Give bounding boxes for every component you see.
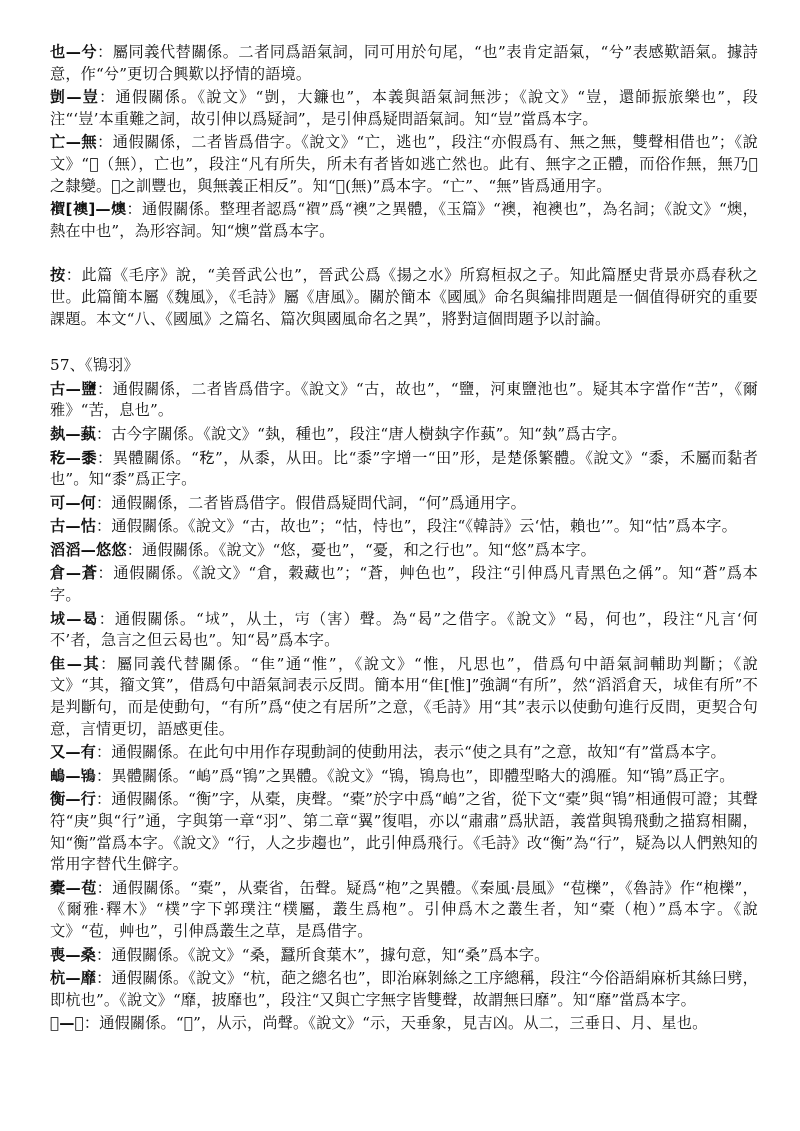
entry-body: ：異體關係。“𥝖”，从黍，从田。比“黍”字增一“田”形，是楚係繁體。《說文》“黍，禾屬而黏者也”。知“黍”爲正字。 xyxy=(50,448,758,489)
entry xyxy=(50,766,758,788)
entry xyxy=(50,878,758,943)
entry-head: 隹—其 xyxy=(50,654,101,673)
entry-ye-xi xyxy=(50,42,758,85)
entry-body: ：通假關係。“𥙊”，从示，尚聲。《說文》“示，天垂象，見吉凶。从二，三垂日、月、星也。 xyxy=(83,1014,708,1033)
entry-body: ：通假關係。《說文》“杭，葩之總名也”，即治麻剝絲之工序總稱，段注“今俗語絹麻析其絲曰劈，即杭也”。《說文》“靡，披靡也”，段注“又與亡字無字皆雙聲，故謂無曰靡”。知“靡”當爲本字。 xyxy=(50,969,758,1009)
entry xyxy=(50,609,758,652)
entry-head: 滔滔—悠悠 xyxy=(50,540,127,559)
entry xyxy=(50,563,758,606)
entry xyxy=(50,968,758,1011)
entry xyxy=(50,424,758,446)
entry-head: 剴—豈 xyxy=(50,88,100,107)
entry-body: ：通假關係，二者皆爲借字。《說文》“古，故也”，“鹽，河東鹽池也”。疑其本字當作“苦”，《爾雅》“苦，息也”。 xyxy=(50,379,758,420)
entry-body: ：通假關係。在此句中用作存現動詞的使動用法，表示“使之具有”之意，故知“有”當爲本字。 xyxy=(96,743,726,762)
entry-head: 𧗾—行 xyxy=(50,790,97,809)
entry-head: 又—有 xyxy=(50,743,97,762)
entry-head: 倉—蒼 xyxy=(50,564,98,583)
note-body: ：此篇《毛序》說，“美晉武公也”，晉武公爲《揚之水》所寫桓叔之子。知此篇歷史背景亦爲春秋之世。此篇簡本屬《魏風》，《毛詩》屬《唐風》。關於簡本《國風》命名與編排問題是一個值得研究的重要課題。本文“八、《國風》之篇名、篇次與國風命名之異”，將對這個問題予以討論。 xyxy=(50,266,759,328)
entry-head: 𥝖—黍 xyxy=(50,448,98,467)
entry xyxy=(50,945,758,967)
entry-head: 古—怙 xyxy=(50,517,97,536)
entry-body: ：通假關係。“橐”，从橐省，缶聲。疑爲“枹”之異體。《秦風·晨風》“苞櫟”，《魯詩》作“枹櫟”，《爾雅·釋木》“樸”字下郭璞注“樸屬，叢生爲枹”。引伸爲木之叢生者，知“橐（枹）”爲本字。《說文》“苞，艸也”，引伸爲叢生之草，是爲借字。 xyxy=(50,878,758,940)
entry-body: ：通假關係。整理者認爲“𧝂”爲“襖”之異體，《玉篇》“襖，袍襖也”，為名詞；《說文》“燠，熱在中也”，為形容詞。知“燠”當爲本字。 xyxy=(50,200,758,240)
entry-head: 可—何 xyxy=(50,493,97,512)
entry-body: ：古今字關係。《說文》“埶，種也”，段注“唐人樹埶字作蓺”。知“埶”爲古字。 xyxy=(96,424,627,443)
entry xyxy=(50,1013,758,1035)
entry xyxy=(50,789,758,875)
entry-head: 亡—無 xyxy=(50,133,98,152)
editor-note xyxy=(50,265,758,330)
entry-kai-qi xyxy=(50,87,758,130)
entry-head: 喪—桑 xyxy=(50,945,97,964)
entry-body: ：通假關係。《說文》“倉，穀藏也”；“蒼，艸色也”，段注“引伸爲凡青黑色之偁”。知“蒼”爲本字。 xyxy=(50,564,758,605)
entry-body: ：通假關係。《說文》“桑，蠶所食葉木”，據句意，知“桑”爲本字。 xyxy=(96,945,550,964)
document-page xyxy=(50,42,758,1037)
note-head: 按 xyxy=(50,266,66,285)
entry-head: 古—鹽 xyxy=(50,379,98,398)
entry-ao-yu xyxy=(50,199,758,242)
entry-body: ：通假關係。《說文》“古，故也”；“怙，恃也”，段注“《韓詩》云‘怙，賴也’”。知“怙”爲本字。 xyxy=(96,517,737,536)
entry-body: ：通假關係。《說文》“悠，憂也”，“憂，和之行也”。知“悠”爲本字。 xyxy=(126,540,597,559)
entry-body: ：通假關係，二者皆爲借字。《說文》“亡，逃也”，段注“亦假爲有、無之無，雙聲相借也”；《說文》“𣞣（無），亡也”，段注“凡有所失，所未有者皆如逃亡然也。此有、無字之正體，而俗作無，無乃𣞣之隸變。𣞣之訓豐也，與無義正相反”。知“𣞣(無)”爲本字。“亡”、“無”皆爲通用字。 xyxy=(50,133,759,195)
entry xyxy=(50,379,758,422)
entry-head: 𡊸—曷 xyxy=(50,609,99,628)
entry-head: 杭—靡 xyxy=(50,969,97,988)
entry-head: 也—兮 xyxy=(50,43,98,61)
spacer xyxy=(50,332,758,353)
entry-wang-wu xyxy=(50,132,758,197)
entry-body: ：通假關係。《說文》“剴，大鐮也”，本義與語氣詞無涉；《說文》“豈，還師振旅樂也”，段注“‘豈’本重難之詞，故引伸以爲疑詞”，是引伸爲疑問語氣詞。知“豈”當爲本字。 xyxy=(50,88,758,128)
entry xyxy=(50,540,758,562)
entry-body: ：屬同義代替關係。“隹”通“惟”，《說文》“惟，凡思也”，借爲句中語氣詞輔助判斷；《說文》“其，籀文箕”，借爲句中語氣詞表示反問。簡本用“隹[惟]”強調“有所”，然“滔滔倉天，𡊸隹有所”不是判斷句，而是使動句，“有所”爲“使之有居所”之意，《毛詩》用“其”表示以使動句進行反問，更契合句意，言情更切，語感更佳。 xyxy=(50,654,759,738)
entry xyxy=(50,654,758,740)
entry xyxy=(50,493,758,515)
entry xyxy=(50,742,758,764)
entry-body: ：屬同義代替關係。二者同爲語氣詞，同可用於句尾，“也”表肯定語氣，“兮”表感歎語氣。據詩意，作“兮”更切合興歎以抒情的語境。 xyxy=(50,43,758,83)
entry-head: 𩿬—鴇 xyxy=(50,766,97,785)
entry-head: 𥙊—常 xyxy=(50,1014,84,1033)
entry-head: 𧝂[襖]—燠 xyxy=(50,200,127,219)
entry-body: ：通假關係。“𡊸”，从土，𡧍（害）聲。為“曷”之借字。《說文》“曷，何也”，段注“凡言‘何不’者，急言之但云曷也”。知“曷”爲本字。 xyxy=(50,609,759,650)
entry-body: ：異體關係。“𩿬”爲“鴇”之異體。《說文》“鴇，鴇鳥也”，即體型略大的鴻雁。知“鴇”爲正字。 xyxy=(96,766,735,785)
section-title: 57、《鴇羽》 xyxy=(50,356,139,375)
entry xyxy=(50,516,758,538)
entry-body: ：通假關係，二者皆爲借字。假借爲疑問代詞，“何”爲通用字。 xyxy=(96,493,526,512)
entry-body: ：通假關係。“𧗾”字，从橐，庚聲。“橐”於字中爲“𩿬”之省，從下文“橐”與“鴇”相通假可證；其聲符“庚”與“行”通，字與第一章“羽”、第二章“翼”復唱，亦以“肅肅”爲狀語，義當與鴇飛動之描寫相關，知“𧗾”當爲本字。《說文》“行，人之步趨也”，此引伸爲飛行。《毛詩》改“𧗾”為“行”，疑為以人們熟知的常用字替代生僻字。 xyxy=(50,790,758,874)
spacer xyxy=(50,244,758,265)
entry-head: 橐—苞 xyxy=(50,878,97,897)
entry-head: 埶—蓺 xyxy=(50,424,97,443)
entry xyxy=(50,448,758,491)
